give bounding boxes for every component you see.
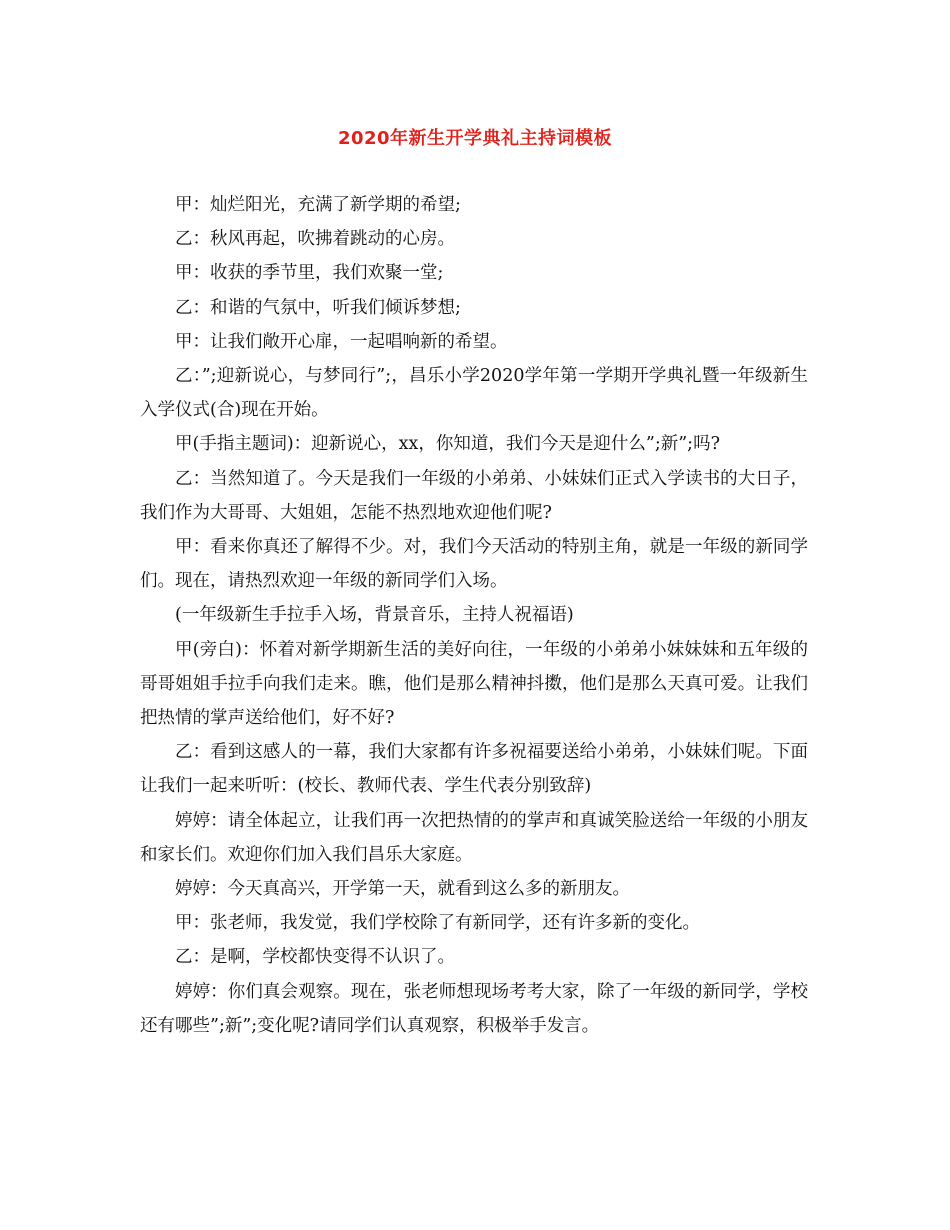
paragraph: 乙：秋风再起，吹拂着跳动的心房。: [175, 229, 455, 250]
paragraph: 婷婷：请全体起立，让我们再一次把热情的的掌声和真诚笑脸送给一年级的小朋友和家长们。欢迎你们加入我们昌乐大家庭。: [140, 810, 808, 865]
paragraph: 婷婷：你们真会观察。现在，张老师想现场考考大家，除了一年级的新同学，学校还有哪些”;新”;变化呢?请同学们认真观察，积极举手发言。: [140, 981, 808, 1036]
paragraph: 婷婷：今天真高兴，开学第一天，就看到这么多的新朋友。: [175, 879, 630, 900]
paragraph: 乙：当然知道了。今天是我们一年级的小弟弟、小妹妹们正式入学读书的大日子，我们作为大哥哥、大姐姐，怎能不热烈地欢迎他们呢?: [140, 468, 808, 523]
paragraph: 甲：看来你真还了解得不少。对，我们今天活动的特别主角，就是一年级的新同学们。现在，请热烈欢迎一年级的新同学们入场。: [140, 537, 808, 592]
paragraph: 甲：收获的季节里，我们欢聚一堂;: [175, 263, 444, 284]
paragraph: 乙：是啊，学校都快变得不认识了。: [175, 947, 455, 968]
document-body: [140, 188, 808, 1043]
paragraph: 甲：让我们敞开心扉，一起唱响新的希望。: [175, 331, 508, 352]
paragraph: 甲：灿烂阳光，充满了新学期的希望;: [175, 195, 461, 215]
paragraph: 甲：张老师，我发觉，我们学校除了有新同学，还有许多新的变化。: [175, 913, 700, 934]
paragraph: 乙：和谐的气氛中，听我们倾诉梦想;: [175, 297, 461, 318]
paragraph: 乙：”;迎新说心，与梦同行”;，昌乐小学2020学年第一学期开学典礼暨一年级新生入学仪式(合)现在开始。: [140, 366, 808, 421]
paragraph: 甲(手指主题词)：迎新说心，xx，你知道，我们今天是迎什么”;新”;吗?: [175, 434, 720, 455]
paragraph: 乙：看到这感人的一幕，我们大家都有许多祝福要送给小弟弟，小妹妹们呢。下面让我们一起来听听：(校长、教师代表、学生代表分别致辞): [140, 742, 808, 797]
paragraph: (一年级新生手拉手入场，背景音乐，主持人祝福语): [175, 605, 574, 626]
paragraph: 甲(旁白)：怀着对新学期新生活的美好向往，一年级的小弟弟小妹妹妹和五年级的哥哥姐姐手拉手向我们走来。瞧，他们是那么精神抖擞，他们是那么天真可爱。让我们把热情的掌声送给他们，好不好?: [140, 639, 808, 729]
document-title: 2020年新生开学典礼主持词模板: [337, 128, 613, 149]
